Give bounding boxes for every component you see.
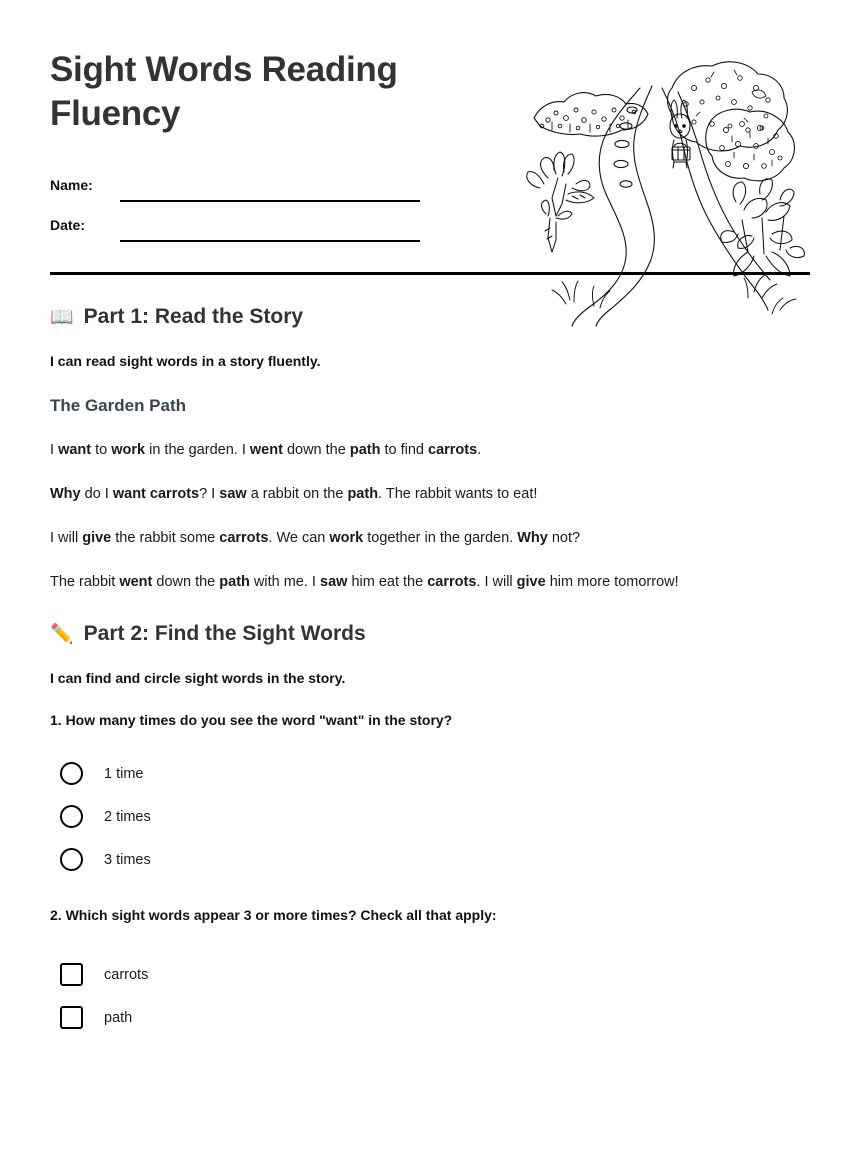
worksheet-header xyxy=(0,0,860,242)
radio-circle-icon[interactable] xyxy=(60,762,83,785)
option-label: carrots xyxy=(104,966,149,983)
option-label: 2 times xyxy=(104,808,151,825)
story-paragraph: Why do I want carrots? I saw a rabbit on the path. The rabbit wants to eat! xyxy=(50,486,538,502)
option-label: path xyxy=(104,1009,133,1026)
date-field-row xyxy=(50,202,480,242)
checkbox-square-icon[interactable] xyxy=(60,963,83,986)
radio-circle-icon[interactable] xyxy=(60,848,83,871)
name-field-row xyxy=(50,162,480,202)
radio-option[interactable] xyxy=(50,795,810,838)
story-title: The Garden Path xyxy=(50,396,187,415)
part1-objective: I can read sight words in a story fluently. xyxy=(50,353,321,369)
radio-circle-icon[interactable] xyxy=(60,805,83,828)
worksheet-content xyxy=(0,305,860,1039)
name-input-line[interactable] xyxy=(120,199,420,202)
open-book-icon: 📖 xyxy=(50,306,74,328)
story-paragraph: I will give the rabbit some carrots. We can work together in the garden. Why not? xyxy=(50,530,581,546)
question-2-options xyxy=(50,953,810,1039)
name-label: Name: xyxy=(50,177,93,193)
part2-objective: I can find and circle sight words in the story. xyxy=(50,670,346,686)
question-1-options xyxy=(50,752,810,881)
checkbox-square-icon[interactable] xyxy=(60,1006,83,1029)
option-label: 1 time xyxy=(104,765,144,782)
part2-heading xyxy=(50,622,810,646)
checkbox-option[interactable] xyxy=(50,953,810,996)
date-input-line[interactable] xyxy=(120,239,420,242)
checkbox-option[interactable] xyxy=(50,996,810,1039)
story-paragraph: I want to work in the garden. I went down the path to find carrots. xyxy=(50,442,482,458)
part1-heading-label: Part 1: Read the Story xyxy=(83,305,304,328)
student-info-fields xyxy=(50,162,480,242)
option-label: 3 times xyxy=(104,851,151,868)
page-title: Sight Words Reading Fluency xyxy=(50,50,398,133)
radio-option[interactable] xyxy=(50,752,810,795)
radio-option[interactable] xyxy=(50,838,810,881)
date-label: Date: xyxy=(50,217,86,233)
part2-heading-label: Part 2: Find the Sight Words xyxy=(83,622,366,645)
question-1-text: 1. How many times do you see the word "want" in the story? xyxy=(50,712,453,728)
pencil-icon: ✏️ xyxy=(50,623,74,645)
story-paragraph: The rabbit went down the path with me. I saw him eat the carrots. I will give him more tomorrow! xyxy=(50,574,679,590)
question-2-text: 2. Which sight words appear 3 or more times? Check all that apply: xyxy=(50,907,497,923)
garden-path-illustration xyxy=(522,52,812,332)
